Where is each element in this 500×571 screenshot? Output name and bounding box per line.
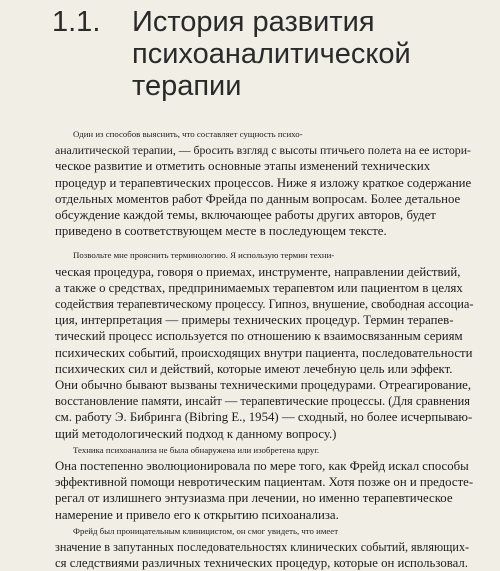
paragraph-line: см. работу Э. Бибринга (Bibring E., 1954) — сходный, но более исчерпываю-: [55, 410, 473, 425]
paragraph-line: содействия терапевтическому процессу. Гипноз, внушение, свободная ассоциа-: [55, 297, 474, 312]
paragraph: [55, 523, 475, 571]
paragraph-line: процедур и терапевтических процессов. Ниже я изложу краткое содержание: [55, 175, 472, 190]
paragraph-line: регал от излишнего энтузиазма при лечении, но именно терапевтическое: [55, 491, 453, 506]
paragraph-line: ся следствиями различных технических процедур, которые он использовал.: [55, 556, 468, 571]
paragraph-line: Техника психоанализа не была обнаружена или изобретена вдруг.: [73, 444, 320, 455]
paragraph: [55, 126, 475, 239]
paragraph-line: Фрейд был проницательным клиницистом, он смог увидеть, что имеет: [73, 525, 339, 536]
paragraph-line: значение в запутанных последовательностях клинических событий, являющих-: [55, 540, 470, 555]
paragraph-line: Позвольте мне прояснить терминологию. Я использую термин техни-: [73, 250, 335, 261]
paragraph-line: психических событий, происходящих внутри пациента, последовательности: [55, 345, 473, 360]
body-text: [55, 126, 475, 571]
section-title-line: История развития: [132, 6, 375, 38]
paragraph-line: ция, интерпретация — примеры технических процедур. Термин терапев-: [55, 313, 454, 328]
paragraph-line: Один из способов выяснить, что составляет сущность психо-: [73, 129, 303, 139]
paragraph: [55, 442, 475, 523]
paragraph-line: ческая процедура, говоря о приемах, инструменте, направлении действий,: [55, 264, 461, 279]
paragraph-line: ческое развитие и отметить основные этапы изменений технических: [55, 159, 431, 174]
paragraph-line: тический процесс используется по отношению к взаимосвязанным сериям: [55, 329, 463, 344]
paragraph-line: приведено в соответствующем месте в последующем тексте.: [55, 224, 387, 239]
paragraph-line: восстановление памяти, инсайт — терапевтические процессы. (Для сравнения: [55, 394, 470, 409]
section-title-line: терапии: [132, 70, 242, 102]
paragraph-line: эффективной помощи невротическим пациентам. Хотя позже он и предосте-: [55, 475, 474, 490]
paragraph-line: а также о средствах, предпринимаемых терапевтом или пациентом в целях: [55, 280, 463, 295]
paragraph-line: аналитической терапии, — бросить взгляд с высоты птичьего полета на ее истори-: [55, 143, 471, 158]
paragraph-line: отдельных моментов работ Фрейда по данным вопросам. Более детальное: [55, 191, 461, 206]
paragraph-line: психических сил и действий, которые имеют лечебную цель или эффект.: [55, 361, 453, 376]
section-title-line: психоаналитической: [132, 38, 411, 70]
paragraph: [55, 247, 475, 441]
paragraph-line: обсуждение каждой темы, включающее работы других авторов, будет: [55, 208, 436, 223]
section-title: [132, 6, 492, 102]
paragraph-line: Они обычно бывают вызваны техническими процедурами. Отреагирование,: [55, 378, 472, 393]
paragraph-line: намерение и привело его к открытию психоанализа.: [55, 507, 339, 522]
paragraph-line: щий методологический подход к данному вопросу.): [55, 426, 337, 441]
paragraph-line: Она постепенно эволюционировала по мере того, как Фрейд искал способы: [55, 459, 469, 474]
section-number: 1.1.: [52, 6, 101, 38]
